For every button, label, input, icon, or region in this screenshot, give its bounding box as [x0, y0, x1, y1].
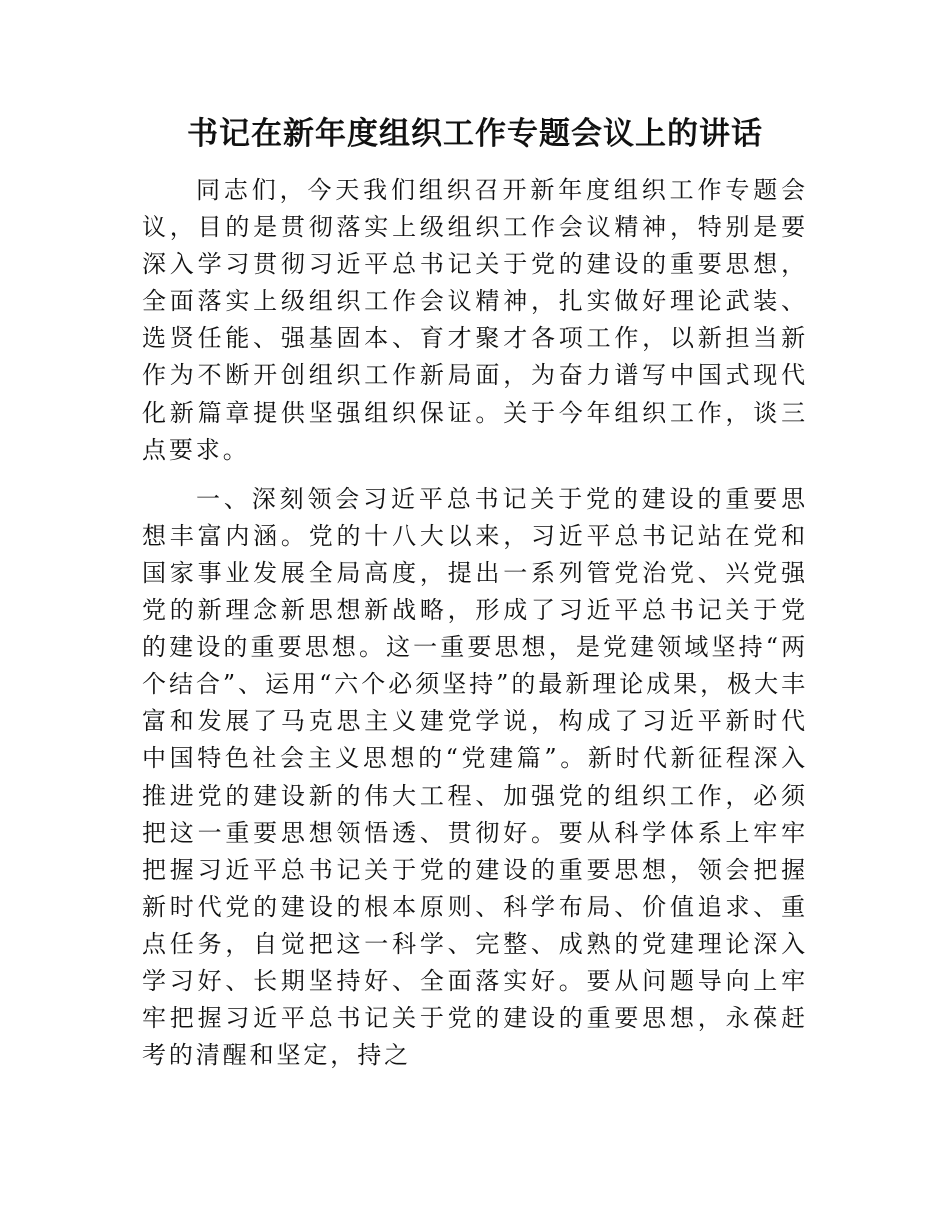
paragraph-opening: 同志们，今天我们组织召开新年度组织工作专题会议，目的是贯彻落实上级组织工作会议精神，特别是要深入学习贯彻习近平总书记关于党的建设的重要思想，全面落实上级组织工作会议精神，扎实做好理论武装、选贤任能、强基固本、育才聚才各项工作，以新担当新作为不断开创组织工作新局面，为奋力谱写中国式现代化新篇章提供坚强组织保证。关于今年组织工作，谈三点要求。	[142, 176, 808, 464]
paragraph-section-one: 一、深刻领会习近平总书记关于党的建设的重要思想丰富内涵。党的十八大以来，习近平总书记站在党和国家事业发展全局高度，提出一系列管党治党、兴党强党的新理念新思想新战略，形成了习近平总书记关于党的建设的重要思想。这一重要思想，是党建领域坚持“两个结合”、运用“六个必须坚持”的最新理论成果，极大丰富和发展了马克思主义建党学说，构成了习近平新时代中国特色社会主义思想的“党建篇”。新时代新征程深入推进党的建设新的伟大工程、加强党的组织工作，必须把这一重要思想领悟透、贯彻好。要从科学体系上牢牢把握习近平总书记关于党的建设的重要思想，领会把握新时代党的建设的根本原则、科学布局、价值追求、重点任务，自觉把这一科学、完整、成熟的党建理论深入学习好、长期坚持好、全面落实好。要从问题导向上牢牢把握习近平总书记关于党的建设的重要思想，永葆赶考的清醒和坚定，持之	[142, 484, 808, 1070]
document-title: 书记在新年度组织工作专题会议上的讲话	[187, 116, 763, 152]
document-body	[142, 172, 808, 1074]
